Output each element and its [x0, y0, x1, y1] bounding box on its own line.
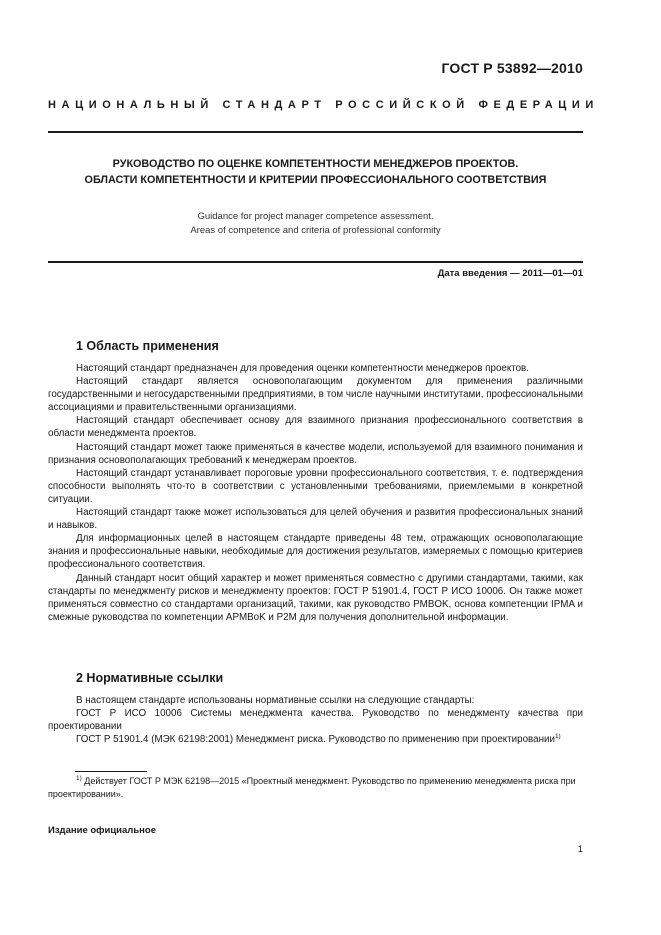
paragraph: Настоящий стандарт является основополагающим документом для применения различными государственными и негосударственными предприятиями, в том числе научными институтами, профессиональными ассоциациями и правительственными организациями.: [48, 376, 583, 414]
english-title-line-1: Guidance for project manager competence assessment.: [197, 211, 434, 222]
english-title: [48, 210, 583, 238]
top-divider: [48, 131, 583, 133]
paragraph: Настоящий стандарт также может использоваться для целей обучения и развития профессиональных знаний и навыков.: [48, 507, 583, 532]
footnote-marker[interactable]: 1): [554, 733, 561, 741]
paragraph: Настоящий стандарт предназначен для проведения оценки компетентности менеджеров проектов.: [76, 363, 529, 374]
paragraph: Настоящий стандарт обеспечивает основу для взаимного признания профессионального соответствия в области менеджмента проектов.: [48, 415, 583, 440]
footnote: [48, 775, 583, 801]
paragraph: Данный стандарт носит общий характер и может применяться совместно с другими стандартами, такими, как стандарты по менеджменту рисков и менеджменту проектов: ГОСТ Р 51901.4, ГОСТ Р ИСО 10006. Он также может применяться совместно со стандартами организаций, такими, как руководство PMBOK, основа компетенции IPMA и смежные руководства по компетенции APMBoK и P2M для получения дополнительной информации.: [48, 572, 583, 623]
title-line-2: ОБЛАСТИ КОМПЕТЕНТНОСТИ И КРИТЕРИИ ПРОФЕССИОНАЛЬНОГО СООТВЕТСТВИЯ: [84, 174, 547, 186]
document-title: [48, 156, 583, 188]
section-2-body: [48, 694, 583, 746]
section-2-heading: 2 Нормативные ссылки: [76, 671, 224, 685]
footnote-divider: [75, 771, 147, 772]
official-edition-label: Издание официальное: [48, 825, 156, 836]
title-line-1: РУКОВОДСТВО ПО ОЦЕНКЕ КОМПЕТЕНТНОСТИ МЕНЕДЖЕРОВ ПРОЕКТОВ.: [112, 158, 519, 170]
section-1-body: [48, 362, 583, 624]
reference-text: ГОСТ Р 51901.4 (МЭК 62198:2001) Менеджмент риска. Руководство по применению при проектировании: [76, 734, 555, 746]
footnote-number: 1): [76, 775, 82, 782]
title-divider: [48, 261, 583, 263]
section-1-heading: 1 Область применения: [76, 339, 219, 353]
footnote-text: Действует ГОСТ Р МЭК 62198—2015 «Проектный менеджмент. Руководство по применению менеджмента риска при проектировании».: [48, 776, 576, 799]
national-standard-heading: НАЦИОНАЛЬНЫЙ СТАНДАРТ РОССИЙСКОЙ ФЕДЕРАЦИИ: [48, 99, 599, 111]
paragraph: Для информационных целей в настоящем стандарте приведены 48 тем, отражающих основополагающие знания и профессиональные навыки, необходимые для достижения результатов, измеряемых с помощью критериев профессионального соответствия.: [48, 533, 583, 571]
reference-item: ГОСТ Р ИСО 10006 Системы менеджмента качества. Руководство по менеджменту качества при проектировании: [48, 708, 583, 733]
introduction-date: Дата введения — 2011—01—01: [437, 268, 583, 279]
reference-item: [48, 733, 583, 746]
english-title-line-2: Areas of competence and criteria of professional conformity: [190, 225, 441, 236]
paragraph: Настоящий стандарт устанавливает пороговые уровни профессионального соответствия, т. е. подтверждения способности выполнять что-то в соответствии с установленными требованиями, приемлемыми в конкретной ситуации.: [48, 467, 583, 505]
document-code: ГОСТ Р 53892—2010: [441, 60, 583, 76]
page-number: 1: [577, 844, 583, 855]
paragraph: Настоящий стандарт может также применяться в качестве модели, используемой для взаимного понимания и признания основополагающих требований к менеджерам проектов.: [48, 441, 583, 466]
paragraph: В настоящем стандарте использованы нормативные ссылки на следующие стандарты:: [76, 695, 475, 706]
